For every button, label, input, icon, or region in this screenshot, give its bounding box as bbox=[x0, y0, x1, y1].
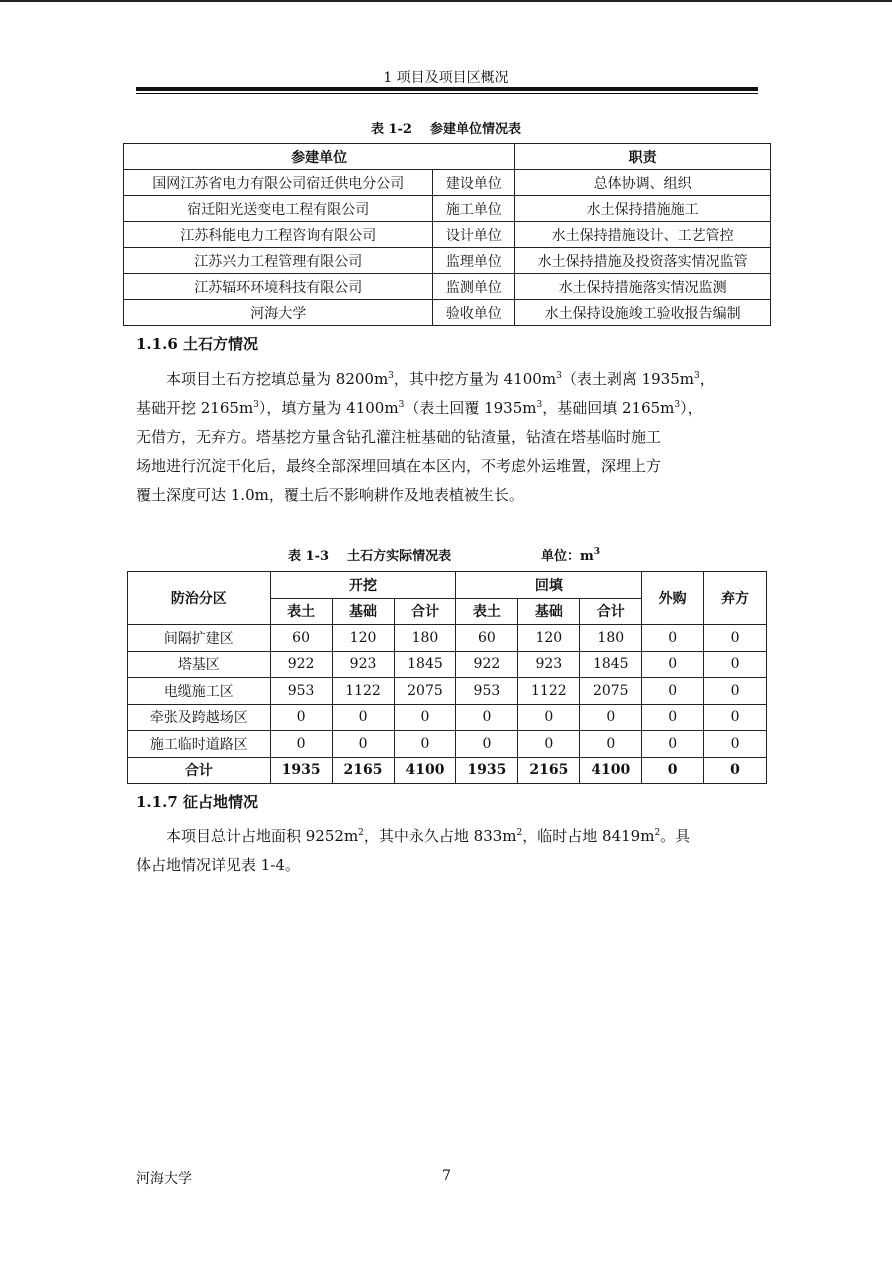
participants-table bbox=[123, 143, 771, 326]
page-top-border bbox=[0, 0, 892, 2]
paragraph-line: 覆土深度可达 1.0m，覆土后不影响耕作及地表植被生长。 bbox=[136, 486, 524, 504]
value-cell: 922 bbox=[270, 651, 332, 678]
value-cell: 2075 bbox=[394, 678, 456, 705]
table-1-3-unit: 单位：$m^3$ bbox=[541, 547, 601, 564]
value-cell: 0 bbox=[704, 731, 767, 758]
value-cell: 60 bbox=[270, 625, 332, 652]
total-cell: 1935 bbox=[270, 757, 332, 784]
header-duty: 职责 bbox=[515, 144, 771, 170]
total-cell: 1935 bbox=[456, 757, 518, 784]
unit-role: 施工单位 bbox=[433, 196, 515, 222]
value-cell: 953 bbox=[456, 678, 518, 705]
value-cell: 0 bbox=[704, 651, 767, 678]
header-fill: 回填 bbox=[456, 572, 642, 599]
value-cell: 0 bbox=[580, 731, 642, 758]
table-header-row bbox=[124, 144, 771, 170]
value-cell: 120 bbox=[518, 625, 580, 652]
table-1-2-caption: 表 1-2 参建单位情况表 bbox=[370, 122, 522, 137]
total-cell: 0 bbox=[704, 757, 767, 784]
unit-role: 验收单位 bbox=[433, 300, 515, 326]
table-row bbox=[128, 704, 767, 731]
value-cell: 1122 bbox=[518, 678, 580, 705]
table-row bbox=[124, 170, 771, 196]
unit-name: 河海大学 bbox=[124, 300, 433, 326]
header-rule-thin bbox=[136, 93, 758, 94]
value-cell: 120 bbox=[332, 625, 394, 652]
paragraph-line: 无借方，无弃方。塔基挖方量含钻孔灌注桩基础的钻渣量，钻渣在塔基临时施工 bbox=[136, 428, 662, 446]
footer-institution: 河海大学 bbox=[136, 1171, 192, 1187]
section-1-1-6-paragraph bbox=[136, 365, 758, 510]
value-cell: 0 bbox=[580, 704, 642, 731]
value-cell: 922 bbox=[456, 651, 518, 678]
value-cell: 2075 bbox=[580, 678, 642, 705]
value-cell: 0 bbox=[270, 731, 332, 758]
section-1-1-7-paragraph bbox=[136, 822, 758, 880]
unit-duty: 水土保持措施及投资落实情况监管 bbox=[515, 248, 771, 274]
header-purchase: 外购 bbox=[642, 572, 704, 625]
value-cell: 0 bbox=[704, 625, 767, 652]
table-row bbox=[128, 651, 767, 678]
paragraph-line: 本项目总计占地面积 $9252m^2$，其中永久占地 $833m^2$，临时占地 $8419m^2$。具 bbox=[166, 827, 691, 845]
value-cell: 923 bbox=[332, 651, 394, 678]
table-row bbox=[124, 300, 771, 326]
table-1-3-caption: 表 1-3 土石方实际情况表 bbox=[288, 549, 452, 564]
value-cell: 0 bbox=[642, 651, 704, 678]
unit-name: 江苏兴力工程管理有限公司 bbox=[124, 248, 433, 274]
value-cell: 0 bbox=[394, 704, 456, 731]
unit-role: 建设单位 bbox=[433, 170, 515, 196]
value-cell: 0 bbox=[642, 625, 704, 652]
header-dig: 开挖 bbox=[270, 572, 456, 599]
running-header: 1 项目及项目区概况 bbox=[383, 70, 509, 86]
table-row bbox=[124, 274, 771, 300]
value-cell: 0 bbox=[642, 731, 704, 758]
subheader-cell: 表土 bbox=[270, 598, 332, 625]
header-rule-thick bbox=[136, 87, 758, 91]
earthwork-table bbox=[127, 571, 767, 784]
header-waste: 弃方 bbox=[704, 572, 767, 625]
zone-cell: 间隔扩建区 bbox=[128, 625, 271, 652]
value-cell: 1122 bbox=[332, 678, 394, 705]
unit-duty: 水土保持措施施工 bbox=[515, 196, 771, 222]
value-cell: 0 bbox=[332, 731, 394, 758]
table-row bbox=[128, 625, 767, 652]
value-cell: 923 bbox=[518, 651, 580, 678]
table-row bbox=[124, 222, 771, 248]
value-cell: 0 bbox=[394, 731, 456, 758]
value-cell: 0 bbox=[642, 704, 704, 731]
value-cell: 953 bbox=[270, 678, 332, 705]
unit-name: 江苏辐环环境科技有限公司 bbox=[124, 274, 433, 300]
header-zone: 防治分区 bbox=[128, 572, 271, 625]
paragraph-line: 本项目土石方挖填总量为 $8200m^3$，其中挖方量为 $4100m^3$（表土剥离 $1935m^3$， bbox=[166, 370, 715, 388]
unit-duty: 水土保持措施设计、工艺管控 bbox=[515, 222, 771, 248]
paragraph-line: 基础开挖 $2165m^3$），填方量为 $4100m^3$（表土回覆 $1935m^3$，基础回填 $2165m^3$）， bbox=[136, 399, 703, 417]
zone-cell: 电缆施工区 bbox=[128, 678, 271, 705]
value-cell: 0 bbox=[704, 678, 767, 705]
total-cell: 4100 bbox=[394, 757, 456, 784]
total-label: 合计 bbox=[128, 757, 271, 784]
subheader-cell: 基础 bbox=[518, 598, 580, 625]
page-number: 7 bbox=[442, 1168, 451, 1184]
table-row bbox=[124, 248, 771, 274]
unit-name: 宿迁阳光送变电工程有限公司 bbox=[124, 196, 433, 222]
unit-duty: 总体协调、组织 bbox=[515, 170, 771, 196]
total-cell: 4100 bbox=[580, 757, 642, 784]
value-cell: 0 bbox=[518, 731, 580, 758]
total-cell: 0 bbox=[642, 757, 704, 784]
table-total-row bbox=[128, 757, 767, 784]
zone-cell: 塔基区 bbox=[128, 651, 271, 678]
value-cell: 0 bbox=[332, 704, 394, 731]
table-row bbox=[124, 196, 771, 222]
subheader-cell: 合计 bbox=[580, 598, 642, 625]
zone-cell: 施工临时道路区 bbox=[128, 731, 271, 758]
value-cell: 180 bbox=[394, 625, 456, 652]
value-cell: 180 bbox=[580, 625, 642, 652]
header-unit: 参建单位 bbox=[124, 144, 515, 170]
section-1-1-7-title: 1.1.7 征占地情况 bbox=[136, 793, 258, 811]
value-cell: 1845 bbox=[580, 651, 642, 678]
value-cell: 0 bbox=[704, 704, 767, 731]
unit-name: 国网江苏省电力有限公司宿迁供电分公司 bbox=[124, 170, 433, 196]
paragraph-line: 场地进行沉淀干化后，最终全部深埋回填在本区内，不考虑外运堆置，深埋上方 bbox=[136, 457, 662, 475]
unit-role: 设计单位 bbox=[433, 222, 515, 248]
subheader-cell: 表土 bbox=[456, 598, 518, 625]
value-cell: 0 bbox=[642, 678, 704, 705]
subheader-cell: 基础 bbox=[332, 598, 394, 625]
zone-cell: 牵张及跨越场区 bbox=[128, 704, 271, 731]
unit-name: 江苏科能电力工程咨询有限公司 bbox=[124, 222, 433, 248]
total-cell: 2165 bbox=[518, 757, 580, 784]
table-row bbox=[128, 731, 767, 758]
table-row bbox=[128, 678, 767, 705]
value-cell: 1845 bbox=[394, 651, 456, 678]
subheader-cell: 合计 bbox=[394, 598, 456, 625]
unit-role: 监测单位 bbox=[433, 274, 515, 300]
paragraph-line: 体占地情况详见表 1-4。 bbox=[136, 856, 300, 874]
unit-role: 监理单位 bbox=[433, 248, 515, 274]
value-cell: 0 bbox=[518, 704, 580, 731]
value-cell: 0 bbox=[270, 704, 332, 731]
section-1-1-6-title: 1.1.6 土石方情况 bbox=[136, 335, 258, 353]
value-cell: 60 bbox=[456, 625, 518, 652]
value-cell: 0 bbox=[456, 731, 518, 758]
table-header-row bbox=[128, 572, 767, 599]
unit-duty: 水土保持设施竣工验收报告编制 bbox=[515, 300, 771, 326]
unit-duty: 水土保持措施落实情况监测 bbox=[515, 274, 771, 300]
total-cell: 2165 bbox=[332, 757, 394, 784]
value-cell: 0 bbox=[456, 704, 518, 731]
